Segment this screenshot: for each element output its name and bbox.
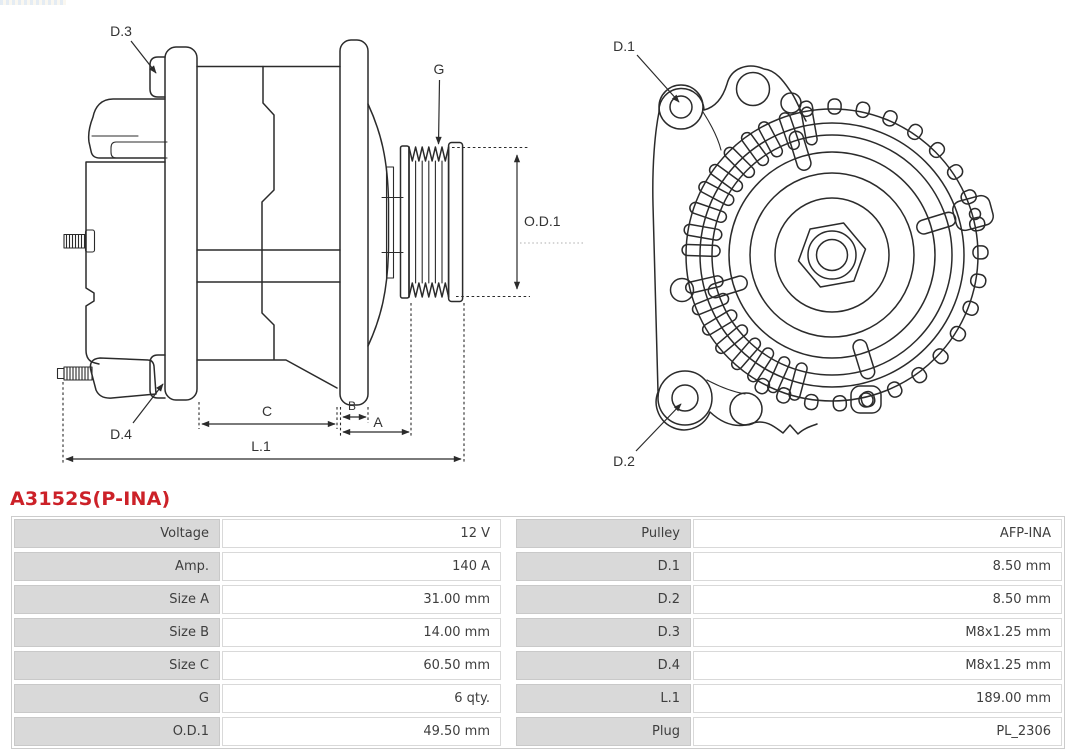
spec-value-amp: 140 A [222, 552, 501, 581]
spec-label-amp: Amp. [14, 552, 220, 581]
spec-label-size-b: Size B [14, 618, 220, 647]
mounting-hole-d1 [670, 96, 692, 118]
fan-spokes [707, 130, 958, 381]
pulley [401, 143, 463, 302]
center-crossbar [197, 250, 340, 282]
spec-label-plug: Plug [516, 717, 691, 746]
spec-value-d2: 8.50 mm [693, 585, 1062, 614]
pulley-ribs-top [409, 147, 449, 161]
rear-bracket [165, 47, 197, 400]
housing-outer-circle [686, 109, 978, 401]
spec-value-d1: 8.50 mm [693, 552, 1062, 581]
table-spacer [503, 585, 514, 614]
part-number-title: A3152S(P-INA) [10, 488, 171, 510]
spec-value-plug: PL_2306 [693, 717, 1062, 746]
label-d2: D.2 [613, 453, 635, 469]
table-spacer [503, 618, 514, 647]
table-spacer [503, 552, 514, 581]
ear-boss-bottom [658, 371, 712, 425]
threaded-stud-top [64, 235, 86, 249]
label-od1: O.D.1 [524, 213, 561, 229]
mounting-hole-d2 [672, 385, 698, 411]
label-a: A [373, 414, 383, 430]
spec-label-d3: D.3 [516, 618, 691, 647]
bracket-hole-small [781, 93, 801, 113]
spec-value-g: 6 qty. [222, 684, 501, 713]
label-g: G [433, 61, 445, 77]
specification-table [11, 516, 1065, 749]
spec-label-pulley: Pulley [516, 519, 691, 548]
rear-cover-body [86, 162, 165, 364]
spec-value-pulley: AFP-INA [693, 519, 1062, 548]
d3-leader-arrow [131, 41, 156, 73]
spec-label-d1: D.1 [516, 552, 691, 581]
spec-value-d4: M8x1.25 mm [693, 651, 1062, 680]
spec-label-d2: D.2 [516, 585, 691, 614]
side-view-dimensions [63, 23, 584, 463]
d1-leader-arrow [637, 55, 679, 102]
fan-plate-circle [712, 135, 952, 375]
label-d1: D.1 [613, 38, 635, 54]
hub-circle [775, 198, 889, 312]
spec-value-size-a: 31.00 mm [222, 585, 501, 614]
spec-value-size-c: 60.50 mm [222, 651, 501, 680]
table-spacer [503, 717, 514, 746]
rear-cover-top [89, 99, 165, 158]
spec-label-voltage: Voltage [14, 519, 220, 548]
stud-tip [58, 369, 65, 379]
housing-seam [262, 67, 274, 360]
pulley-ribs-bottom [409, 283, 449, 297]
front-view [613, 38, 995, 469]
label-c: C [261, 403, 273, 419]
spec-value-size-b: 14.00 mm [222, 618, 501, 647]
terminal-block [90, 358, 156, 398]
spec-value-d3: M8x1.25 mm [693, 618, 1062, 647]
bushing-boss [730, 393, 762, 425]
spec-value-od1: 49.50 mm [222, 717, 501, 746]
stud-base [86, 230, 95, 252]
label-d4: D.4 [110, 426, 132, 442]
bracket-hole-large [737, 73, 770, 106]
ear-boss-top [659, 85, 703, 129]
g-leader-arrow [439, 80, 440, 144]
spec-label-d4: D.4 [516, 651, 691, 680]
spec-label-size-c: Size C [14, 651, 220, 680]
spec-value-l1: 189.00 mm [693, 684, 1062, 713]
front-housing [653, 66, 995, 434]
spec-label-l1: L.1 [516, 684, 691, 713]
table-spacer [503, 519, 514, 548]
pulley-flange-left [401, 146, 410, 298]
nose-cone [368, 104, 389, 346]
shaft-bore [817, 240, 848, 271]
side-view [58, 23, 585, 463]
housing-inner-ring [700, 123, 964, 387]
d4-leader-arrow [133, 384, 163, 423]
front-bracket [340, 40, 368, 405]
spec-label-od1: O.D.1 [14, 717, 220, 746]
body-bottom [197, 360, 337, 388]
spec-label-g: G [14, 684, 220, 713]
connector-slot [111, 142, 167, 158]
spec-value-voltage: 12 V [222, 519, 501, 548]
table-spacer [503, 651, 514, 680]
side-view-body [58, 40, 404, 405]
label-l1: L.1 [251, 438, 271, 454]
pulley-flange-right [449, 143, 463, 302]
mounting-ear-d3 [150, 57, 165, 97]
label-b: B [347, 399, 357, 413]
table-spacer [503, 684, 514, 713]
label-d3: D.3 [110, 23, 132, 39]
spec-label-size-a: Size A [14, 585, 220, 614]
